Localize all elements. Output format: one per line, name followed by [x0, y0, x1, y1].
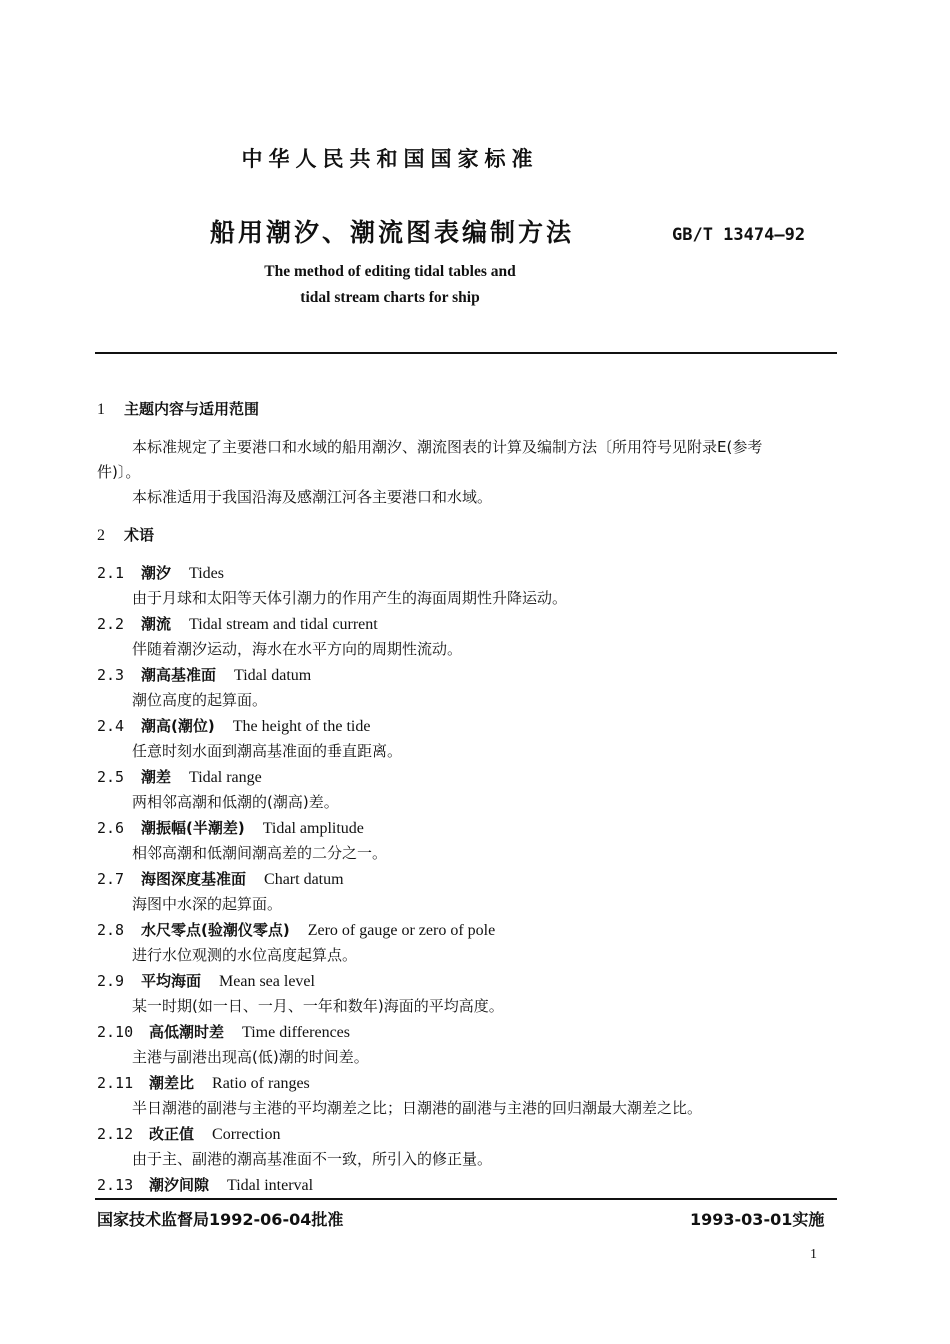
term-definition: 进行水位观测的水位高度起算点。	[132, 946, 358, 964]
term-chinese: 海图深度基准面	[141, 870, 247, 888]
national-standard-heading: 中华人民共和国国家标准	[241, 147, 539, 171]
term-definition: 海图中水深的起算面。	[132, 895, 283, 913]
term-chinese: 潮差比	[149, 1074, 195, 1092]
term-chinese: 潮高(潮位)	[141, 717, 215, 735]
section-1-para1-line1: 本标准规定了主要港口和水域的船用潮汐、潮流图表的计算及编制方法〔所用符号见附录E(参考	[132, 438, 763, 456]
term-english: Tidal stream and tidal current	[189, 616, 378, 633]
term-definition: 潮位高度的起算面。	[132, 691, 268, 709]
term-definition: 任意时刻水面到潮高基准面的垂直距离。	[132, 742, 403, 760]
term-number: 2.9	[97, 972, 125, 990]
term-english: Tidal range	[189, 769, 262, 786]
term-number: 2.11	[97, 1074, 134, 1092]
term-definition: 某一时期(如一日、一月、一年和数年)海面的平均高度。	[132, 997, 504, 1015]
section-1-para1-line2: 件)〕。	[97, 463, 141, 481]
section-2-heading	[97, 524, 154, 545]
term-entry	[97, 970, 315, 991]
term-entry	[97, 1072, 310, 1093]
term-entry	[97, 613, 378, 634]
document-title-en-line2: tidal stream charts for ship	[300, 289, 480, 306]
standard-code: GB/T 13474—92	[672, 225, 806, 245]
term-definition: 主港与副港出现高(低)潮的时间差。	[132, 1048, 369, 1066]
term-number: 2.5	[97, 768, 125, 786]
document-title-zh: 船用潮汐、潮流图表编制方法	[210, 218, 575, 247]
term-entry	[97, 817, 364, 838]
term-number: 2.6	[97, 819, 125, 837]
footer-divider	[95, 1198, 837, 1200]
term-chinese: 潮汐间隙	[149, 1176, 210, 1194]
term-entry	[97, 664, 311, 685]
term-entry	[97, 766, 262, 787]
term-number: 2.2	[97, 615, 125, 633]
term-entry	[97, 562, 224, 583]
term-english: Ratio of ranges	[212, 1075, 310, 1092]
term-chinese: 潮振幅(半潮差)	[141, 819, 245, 837]
term-number: 2.13	[97, 1176, 134, 1194]
term-english: Tidal datum	[234, 667, 312, 684]
page-number: 1	[810, 1247, 817, 1262]
term-english: Tidal amplitude	[262, 820, 364, 837]
section-1-number: 1	[97, 401, 105, 418]
header-divider	[95, 352, 837, 354]
term-number: 2.12	[97, 1125, 134, 1143]
term-english: Zero of gauge or zero of pole	[307, 922, 496, 939]
term-number: 2.10	[97, 1023, 134, 1041]
term-chinese: 改正值	[149, 1125, 195, 1143]
term-english: Tidal interval	[227, 1177, 314, 1194]
term-chinese: 潮汐	[141, 564, 172, 582]
term-chinese: 潮高基准面	[141, 666, 217, 684]
term-definition: 半日潮港的副港与主港的平均潮差之比；日潮港的副港与主港的回归潮最大潮差之比。	[132, 1099, 703, 1117]
term-definition: 由于月球和太阳等天体引潮力的作用产生的海面周期性升降运动。	[132, 589, 568, 607]
section-2-number: 2	[97, 527, 105, 544]
term-chinese: 潮差	[141, 768, 172, 786]
term-chinese: 高低潮时差	[149, 1023, 225, 1041]
document-title-en-line1: The method of editing tidal tables and	[264, 263, 516, 280]
term-entry	[97, 1174, 313, 1195]
term-english: Chart datum	[264, 871, 344, 888]
term-number: 2.8	[97, 921, 125, 939]
term-definition: 由于主、副港的潮高基准面不一致，所引入的修正量。	[132, 1150, 493, 1168]
term-entry	[97, 715, 370, 736]
term-number: 2.3	[97, 666, 125, 684]
term-english: Correction	[212, 1126, 281, 1143]
term-definition: 相邻高潮和低潮间潮高差的二分之一。	[132, 844, 388, 862]
term-english: Mean sea level	[219, 973, 315, 990]
term-entry	[97, 919, 495, 940]
term-number: 2.1	[97, 564, 125, 582]
term-english: Tides	[189, 565, 224, 582]
term-chinese: 平均海面	[141, 972, 202, 990]
term-number: 2.4	[97, 717, 125, 735]
term-chinese: 水尺零点(验潮仪零点)	[141, 921, 290, 939]
section-1-para2: 本标准适用于我国沿海及感潮江河各主要港口和水域。	[132, 488, 493, 506]
term-english: Time differences	[242, 1024, 350, 1041]
term-entry	[97, 1123, 280, 1144]
term-definition: 两相邻高潮和低潮的(潮高)差。	[132, 793, 339, 811]
effective-date: 1993-03-01实施	[690, 1210, 825, 1229]
term-entry	[97, 1021, 350, 1042]
term-definition: 伴随着潮汐运动，海水在水平方向的周期性流动。	[132, 640, 463, 658]
term-entry	[97, 868, 344, 889]
section-1-heading	[97, 398, 259, 419]
section-2-title: 术语	[124, 526, 155, 544]
term-english: The height of the tide	[232, 718, 371, 735]
term-chinese: 潮流	[141, 615, 172, 633]
term-number: 2.7	[97, 870, 125, 888]
section-1-title: 主题内容与适用范围	[124, 400, 260, 418]
approval-statement: 国家技术监督局1992-06-04批准	[97, 1210, 344, 1229]
